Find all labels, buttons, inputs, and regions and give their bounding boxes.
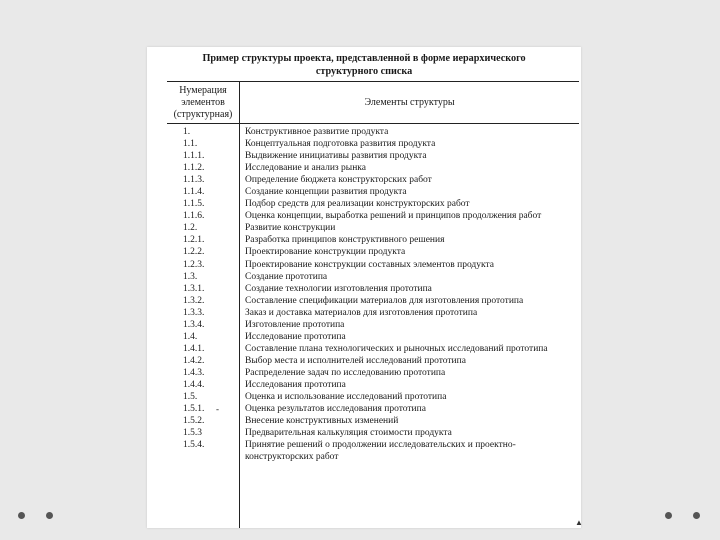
column-header-numbering: Нумерация элементов (структурная) <box>173 85 233 120</box>
row-element-text: Выдвижение инициативы развития продукта <box>245 151 427 162</box>
row-element-text: Исследование прототипа <box>245 331 346 342</box>
table-top-rule <box>167 81 579 82</box>
row-element-text: Проектирование конструкции составных элементов продукта <box>245 259 494 270</box>
row-number: 1.3.4. <box>183 319 205 330</box>
row-number: 1.1. <box>183 139 198 150</box>
row-number: 1.1.2. <box>183 163 205 174</box>
structure-row <box>147 391 581 403</box>
slide-decoration-dot <box>693 512 700 519</box>
structure-row <box>147 271 581 283</box>
row-element-text: Распределение задач по исследованию прототипа <box>245 367 446 378</box>
row-element-text: Внесение конструктивных изменений <box>245 416 399 427</box>
row-element-text: Составление спецификации материалов для изготовления прототипа <box>245 295 524 306</box>
structure-row <box>147 138 581 150</box>
document-title: Пример структуры проекта, представленной в форме иерархического структурного списка <box>202 53 526 77</box>
structure-row <box>147 186 581 198</box>
row-element-text: Предварительная калькуляция стоимости продукта <box>245 428 452 439</box>
row-number: 1.1.4. <box>183 187 205 198</box>
row-element-text: Создание концепции развития продукта <box>245 187 407 198</box>
row-element-text: Оценка концепции, выработка решений и принципов продолжения работ <box>245 211 542 222</box>
row-element-text: Подбор средств для реализации конструкторских работ <box>245 199 470 210</box>
row-element-text: Определение бюджета конструкторских работ <box>245 175 432 186</box>
row-number: 1.2.1. <box>183 235 205 246</box>
structure-row <box>147 367 581 379</box>
row-number: 1.3.2. <box>183 295 205 306</box>
scan-artifact-mark: ▲ <box>575 518 583 527</box>
row-number: 1.4.3. <box>183 367 205 378</box>
row-number: 1.1.5. <box>183 199 205 210</box>
row-number: 1.5.4. <box>183 440 205 451</box>
structure-row <box>147 210 581 222</box>
structure-row <box>147 355 581 367</box>
row-number: 1.5.2. <box>183 416 205 427</box>
scanned-document-page <box>147 47 581 528</box>
structure-row <box>147 283 581 295</box>
row-element-text: Изготовление прототипа <box>245 319 345 330</box>
row-number: 1.4.4. <box>183 379 205 390</box>
structure-row <box>147 439 581 463</box>
structure-row <box>147 403 581 415</box>
row-element-text: Концептуальная подготовка развития продукта <box>245 139 436 150</box>
row-number: 1. <box>183 127 191 137</box>
row-element-text: Развитие конструкции <box>245 223 336 234</box>
slide-decoration-dot <box>665 512 672 519</box>
structure-row <box>147 234 581 246</box>
structure-row <box>147 343 581 355</box>
row-element-text: Оценка и использование исследований прототипа <box>245 392 447 403</box>
row-element-text: Создание прототипа <box>245 271 328 282</box>
structure-row <box>147 150 581 162</box>
row-number: 1.5.3 <box>183 428 202 439</box>
structure-row <box>147 222 581 234</box>
row-number: 1.4.2. <box>183 355 205 366</box>
row-element-text: Принятие решений о продолжении исследовательских и проектно-конструкторских работ <box>245 440 516 463</box>
row-element-text: Конструктивное развитие продукта <box>245 127 389 137</box>
structure-list <box>147 126 581 463</box>
row-number: 1.5.1. <box>183 404 205 415</box>
row-number: 1.2.2. <box>183 247 205 258</box>
row-number: 1.5. <box>183 392 198 403</box>
row-number: 1.1.1. <box>183 151 205 162</box>
row-element-text: Заказ и доставка материалов для изготовления прототипа <box>245 307 478 318</box>
row-number: 1.3.1. <box>183 283 205 294</box>
structure-row <box>147 162 581 174</box>
table-header-rule <box>167 123 579 124</box>
row-number: 1.1.3. <box>183 175 205 186</box>
row-element-text: Выбор места и исполнителей исследований прототипа <box>245 355 466 366</box>
structure-row <box>147 415 581 427</box>
row-element-text: Создание технологии изготовления прототипа <box>245 283 432 294</box>
slide-decoration-dot <box>46 512 53 519</box>
row-element-text: Оценка результатов исследования прототипа <box>245 404 426 415</box>
column-header-elements: Элементы структуры <box>364 97 455 108</box>
slide-decoration-dot <box>18 512 25 519</box>
row-element-text: Исследование и анализ рынка <box>245 163 366 174</box>
row-element-text: Проектирование конструкции продукта <box>245 247 406 258</box>
structure-row <box>147 174 581 186</box>
structure-row <box>147 427 581 439</box>
row-number: 1.2. <box>183 223 198 234</box>
row-element-text: Разработка принципов конструктивного решения <box>245 235 445 246</box>
structure-row <box>147 319 581 331</box>
structure-row <box>147 307 581 319</box>
row-element-text: Исследования прототипа <box>245 379 346 390</box>
structure-row <box>147 379 581 391</box>
row-number: 1.1.6. <box>183 211 205 222</box>
structure-row <box>147 295 581 307</box>
row-number: 1.4. <box>183 331 198 342</box>
row-number: 1.4.1. <box>183 343 205 354</box>
structure-row <box>147 259 581 271</box>
structure-row <box>147 198 581 210</box>
row-number: 1.3.3. <box>183 307 205 318</box>
row-number: 1.2.3. <box>183 259 205 270</box>
structure-row <box>147 126 581 138</box>
scan-artifact-dash: - <box>216 404 219 415</box>
structure-row <box>147 331 581 343</box>
row-number: 1.3. <box>183 271 198 282</box>
structure-row <box>147 246 581 258</box>
row-element-text: Составление плана технологических и рыночных исследований прототипа <box>245 343 548 354</box>
